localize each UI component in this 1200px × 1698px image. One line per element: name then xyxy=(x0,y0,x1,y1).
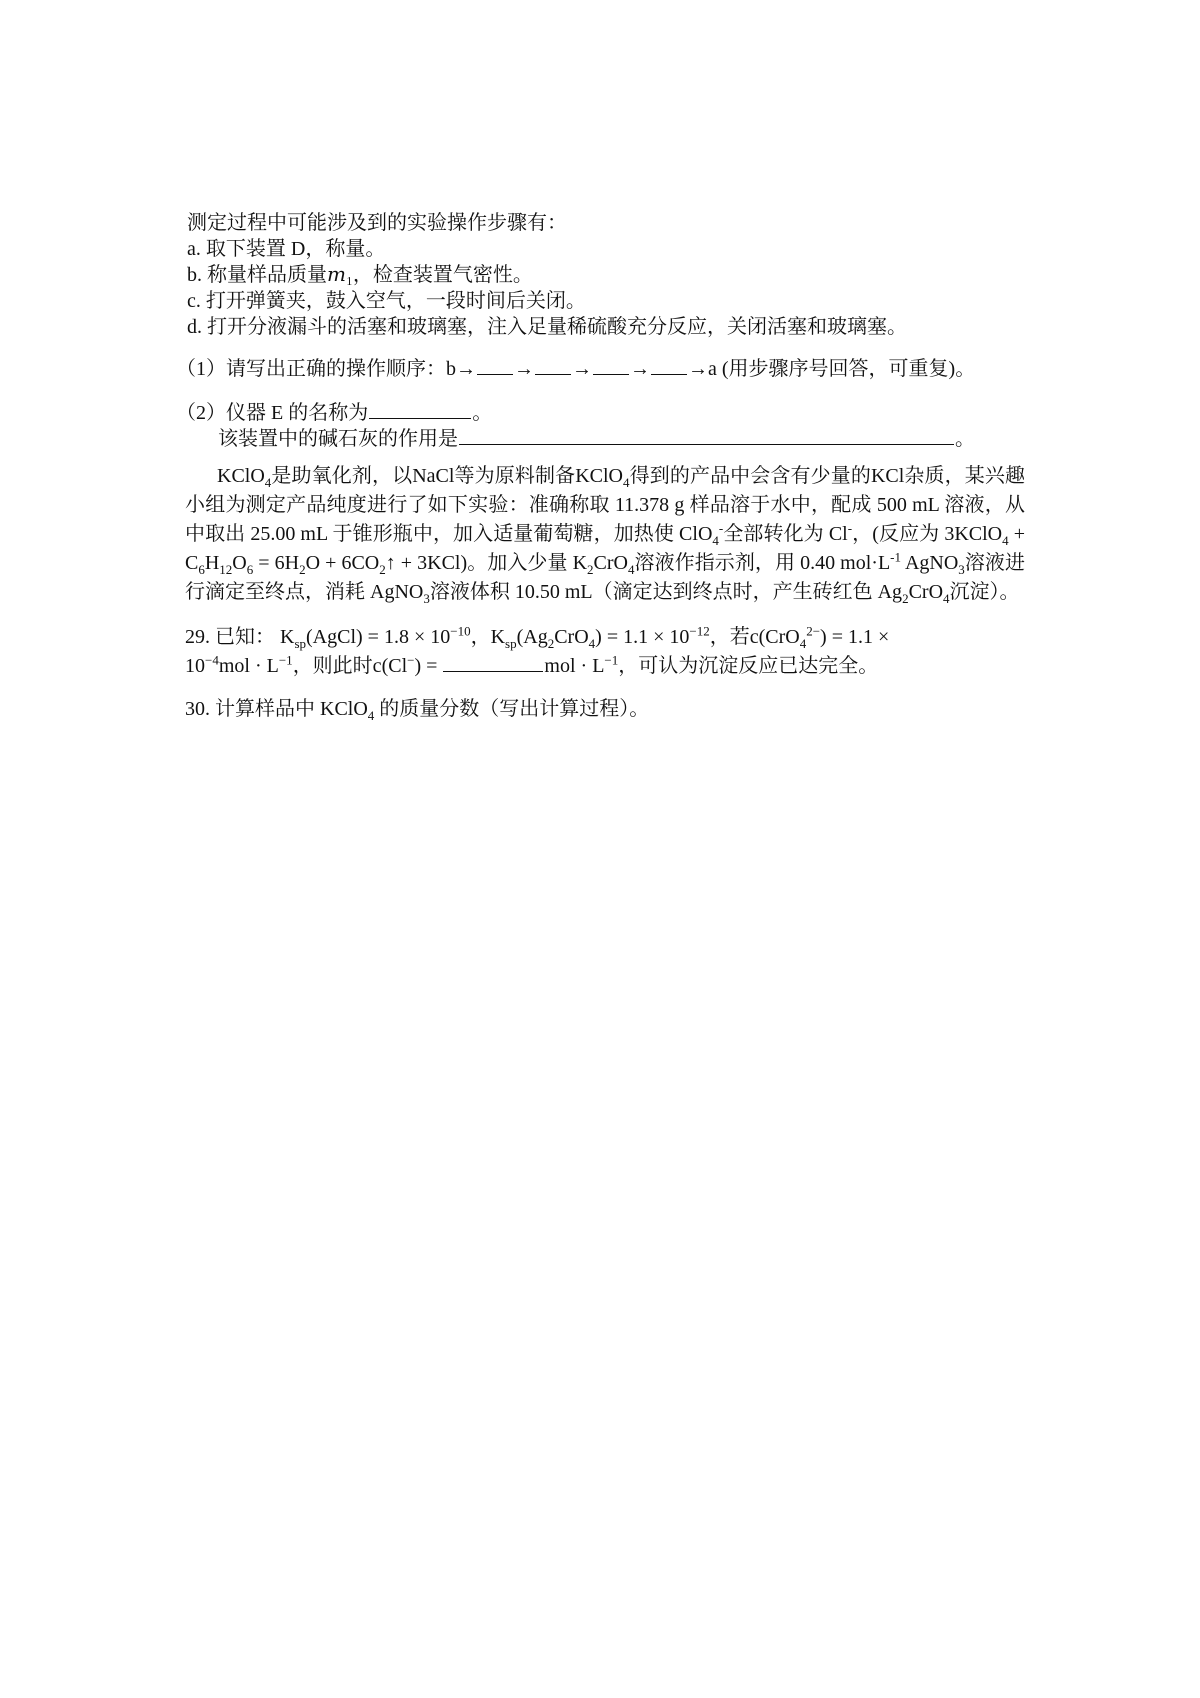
intro-text: 测定过程中可能涉及到的实验操作步骤有： xyxy=(187,212,567,234)
step-text: 取下装置 D，称量。 xyxy=(205,238,386,260)
answer-blank[interactable] xyxy=(443,651,543,672)
step-c xyxy=(187,288,586,314)
step-text: 打开分液漏斗的活塞和玻璃塞，注入足量稀硫酸充分反应，关闭活塞和玻璃塞。 xyxy=(207,316,907,338)
step-label: d. xyxy=(187,316,202,338)
step-b xyxy=(187,262,533,288)
question-2-line2: 该装置中的碱石灰的作用是 。 xyxy=(218,424,975,452)
question-29-line1: 29. 已知： $K_{sp}(AgCl) = 1.8 \times 10^{-10}$，$K_{sp}(Ag_2CrO_4) = 1.1 \times 10^{-12}$，若c(CrO$_4^{2-}$) = 1.1 × xyxy=(185,623,890,651)
step-text: 打开弹簧夹，鼓入空气，一段时间后关闭。 xyxy=(205,290,586,312)
answer-blank[interactable] xyxy=(459,424,954,445)
step-d xyxy=(187,314,907,340)
step-label: b. xyxy=(187,264,202,286)
step-text: 称量样品质量𝑚₁，检查装置气密性。 xyxy=(207,264,533,286)
answer-blank[interactable] xyxy=(369,398,471,419)
step-label: c. xyxy=(187,290,201,312)
step-a xyxy=(187,236,385,262)
question-29-line2: $10^{-4}mol \cdot L^{-1}$，则此时c(Cl−) = mol · $L^{-1}$，可认为沉淀反应已达完全。 xyxy=(185,652,879,677)
question-30: 30. 计算样品中 KClO$_4$ 的质量分数（写出计算过程）。 xyxy=(185,698,650,723)
question-2: （2）仪器 E 的名称为 。 xyxy=(176,398,492,426)
answer-blank[interactable] xyxy=(477,354,513,375)
step-label: a. xyxy=(187,238,201,260)
answer-blank[interactable] xyxy=(593,354,629,375)
passage-paragraph: KClO$_4$是助氧化剂，以NaCl等为原料制备KClO$_4$得到的产品中会含有少量的KCl杂质，某兴趣小组为测定产品纯度进行了如下实验：准确称取 11.378 g 样品溶于水中，配成 500 mL 溶液，从中取出 25.00 mL 于锥形瓶中，加入适量葡萄糖，加热使 ClO$_4$-全部转化为 Cl-，(反应为 3KClO$_4$ + $C_6H_{12}O_6 = 6H_2O$ + $6CO_2↑ + 3KCl$)。加入少量 $K_2CrO_4$溶液作指示剂，用 0.40 $mol\cdot L^{-1}$ AgNO$_3$溶液进行滴定至终点，消耗 AgNO$_3$溶液体积 10.50 mL（滴定达到终点时，产生砖红色 $Ag_2CrO_4$沉淀）。 xyxy=(185,465,1026,606)
question-1: （1）请写出正确的操作顺序：b→ → → → →a (用步骤序号回答，可重复)。 xyxy=(176,354,975,382)
answer-blank[interactable] xyxy=(535,354,571,375)
answer-blank[interactable] xyxy=(651,354,687,375)
